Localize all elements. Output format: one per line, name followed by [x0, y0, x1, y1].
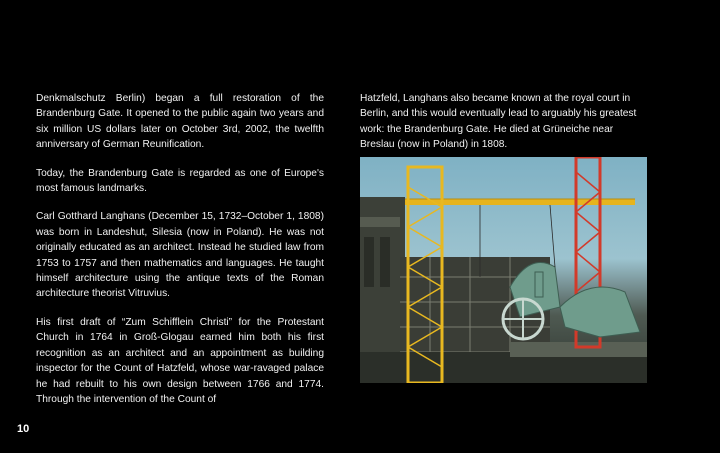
photo-illustration — [360, 157, 647, 383]
quadriga-with-cranes-photo — [360, 157, 647, 383]
paragraph: His first draft of “Zum Schifflein Christi” for the Protestant Church in 1764 in Groß-Glogau earned him both his first recognition as an architect and an appointment as building inspector for the Count of Hatzfeld, whose war-ravaged palace he had rebuilt to his own design between 1766 and 1774. Through the intervention of the Count of — [36, 316, 324, 405]
paragraph: Carl Gotthard Langhans (December 15, 1732–October 1, 1808) was born in Landeshut, Silesia (now in Poland). He was not originally educated as an architect. Instead he studied law from 1753 to 1757 and then mathematics and languages. He taught himself architecture using the antique texts of the Roman architecture theorist Vitruvius. — [36, 211, 324, 300]
paragraph: Today, the Brandenburg Gate is regarded as one of Europe's most famous landmarks. — [36, 167, 324, 195]
right-text-column — [360, 91, 648, 166]
paragraph: Denkmalschutz Berlin) began a full restoration of the Brandenburg Gate. It opened to the public again two years and six million US dollars later on October 3rd, 2002, the twelfth anniversary of German Reunification. — [36, 93, 324, 151]
paragraph: Hatzfeld, Langhans also became known at the royal court in Berlin, and this would eventually lead to arguably his greatest work: the Brandenburg Gate. He died at Grüneiche near Breslau (now in Poland) in 1808. — [360, 93, 637, 151]
page-number: 10 — [17, 423, 30, 435]
left-text-column — [36, 91, 324, 420]
